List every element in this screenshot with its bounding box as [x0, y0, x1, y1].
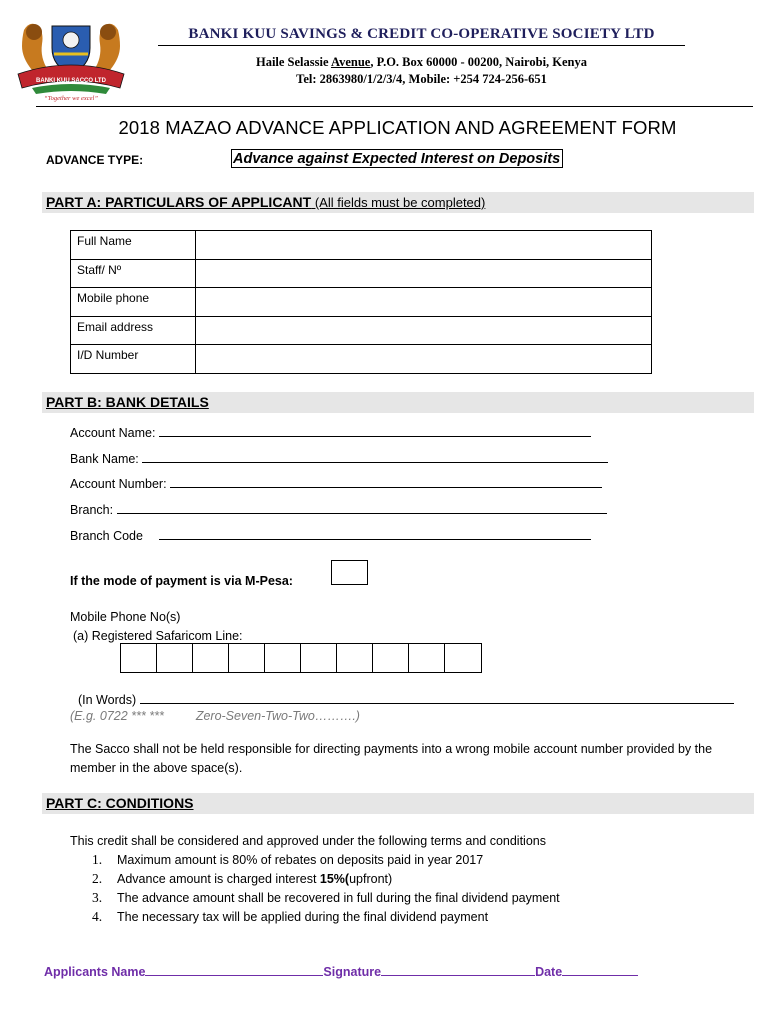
condition-number: 3. — [92, 890, 103, 905]
full-name-label: Full Name — [71, 231, 196, 260]
branch-line[interactable] — [117, 501, 607, 514]
condition-number: 1. — [92, 852, 103, 867]
table-row — [71, 316, 652, 345]
mobile-phone-label: Mobile phone — [71, 288, 196, 317]
in-words-label: (In Words) — [78, 693, 140, 707]
condition-text-suffix: upfront) — [349, 872, 393, 886]
branch-row — [70, 501, 607, 517]
header-divider — [36, 106, 753, 107]
digit-box[interactable] — [229, 644, 265, 672]
address-suffix: , P.O. Box 60000 - 00200, Nairobi, Kenya — [370, 55, 588, 69]
condition-number: 2. — [92, 871, 103, 886]
account-name-label: Account Name: — [70, 426, 159, 440]
mpesa-label: If the mode of payment is via M-Pesa: — [70, 574, 293, 588]
part-a-title — [46, 194, 485, 210]
digit-box[interactable] — [157, 644, 193, 672]
address-underlined: Avenue — [330, 55, 371, 69]
email-address-label: Email address — [71, 316, 196, 345]
full-name-field[interactable] — [196, 231, 652, 260]
condition-text: Advance amount is charged interest — [117, 872, 320, 886]
condition-number: 4. — [92, 909, 103, 924]
digit-box[interactable] — [121, 644, 157, 672]
organization-address — [158, 55, 685, 70]
table-row — [71, 259, 652, 288]
id-number-field[interactable] — [196, 345, 652, 374]
mobile-phone-field[interactable] — [196, 288, 652, 317]
form-title: 2018 MAZAO ADVANCE APPLICATION AND AGREEMENT FORM — [118, 117, 677, 138]
organization-name: BANKI KUU SAVINGS & CREDIT CO-OPERATIVE SOCIETY LTD — [158, 26, 685, 46]
account-number-label: Account Number: — [70, 477, 171, 491]
table-row — [71, 288, 652, 317]
example-words: Zero-Seven-Two-Two……….) — [195, 709, 360, 723]
condition-text: Maximum amount is 80% of rebates on deposits paid in year 2017 — [117, 853, 484, 867]
safaricom-number-grid — [120, 643, 482, 673]
bank-name-row — [70, 450, 608, 466]
list-item — [92, 871, 560, 890]
date-label: Date — [535, 965, 563, 979]
conditions-intro: This credit shall be considered and approved under the following terms and conditions — [70, 834, 546, 848]
mobile-phone-numbers-label: Mobile Phone No(s) — [70, 610, 181, 624]
list-item — [92, 890, 560, 909]
signature-label: Signature — [323, 965, 382, 979]
conditions-list — [92, 852, 560, 928]
branch-code-line[interactable] — [159, 527, 591, 540]
branch-code-row — [70, 527, 591, 543]
in-words-row — [78, 691, 734, 707]
bank-name-line[interactable] — [142, 450, 608, 463]
date-line[interactable] — [562, 963, 638, 976]
applicant-particulars-table — [70, 230, 652, 374]
signature-row — [44, 963, 638, 979]
logo-ring-text: BANKI KUU SACCO LTD — [36, 78, 106, 84]
in-words-line[interactable] — [140, 691, 734, 704]
applicant-name-line[interactable] — [145, 963, 323, 976]
signature-line[interactable] — [381, 963, 535, 976]
safaricom-line-label: (a) Registered Safaricom Line: — [73, 629, 243, 643]
condition-text: The advance amount shall be recovered in full during the final dividend payment — [117, 891, 560, 905]
digit-box[interactable] — [409, 644, 445, 672]
digit-box[interactable] — [265, 644, 301, 672]
list-item — [92, 852, 560, 871]
branch-label: Branch: — [70, 503, 117, 517]
address-prefix: Haile Selassie — [255, 55, 331, 69]
in-words-example — [70, 709, 360, 723]
digit-box[interactable] — [445, 644, 481, 672]
id-number-label: I/D Number — [71, 345, 196, 374]
digit-box[interactable] — [301, 644, 337, 672]
part-a-title-text: PART A: PARTICULARS OF APPLICANT — [46, 194, 312, 210]
digit-box[interactable] — [337, 644, 373, 672]
staff-number-field[interactable] — [196, 259, 652, 288]
part-a-header — [42, 192, 754, 213]
advance-type-value: Advance against Expected Interest on Deposits — [231, 149, 563, 168]
sacco-logo — [14, 18, 128, 102]
bank-name-label: Bank Name: — [70, 452, 143, 466]
table-row — [71, 345, 652, 374]
table-row — [71, 231, 652, 260]
digit-box[interactable] — [373, 644, 409, 672]
interest-rate: 15%( — [319, 872, 350, 886]
logo-motto: “Together we excel” — [44, 95, 98, 102]
digit-box[interactable] — [193, 644, 229, 672]
account-name-line[interactable] — [159, 424, 591, 437]
organization-telephone: Tel: 2863980/1/2/3/4, Mobile: +254 724-256-651 — [296, 72, 547, 86]
list-item — [92, 909, 560, 928]
part-b-header — [42, 392, 754, 413]
applicant-name-label: Applicants Name — [44, 965, 146, 979]
staff-number-label: Staff/ Nº — [71, 259, 196, 288]
condition-text: The necessary tax will be applied during the final dividend payment — [117, 910, 489, 924]
sacco-disclaimer: The Sacco shall not be held responsible for directing payments into a wrong mobile account number provided by the member in the above space(s). — [70, 742, 713, 775]
branch-code-label: Branch Code — [70, 529, 143, 543]
account-number-row — [70, 475, 602, 491]
account-number-line[interactable] — [170, 475, 602, 488]
mpesa-checkbox[interactable] — [331, 560, 368, 585]
advance-type-label: ADVANCE TYPE: — [46, 153, 144, 167]
account-name-row — [70, 424, 591, 440]
example-number: (E.g. 0722 *** *** — [70, 709, 164, 723]
part-a-note: (All fields must be completed) — [311, 195, 486, 210]
part-c-title: PART C: CONDITIONS — [46, 795, 194, 811]
part-c-header — [42, 793, 754, 814]
email-address-field[interactable] — [196, 316, 652, 345]
part-b-title: PART B: BANK DETAILS — [46, 394, 209, 410]
